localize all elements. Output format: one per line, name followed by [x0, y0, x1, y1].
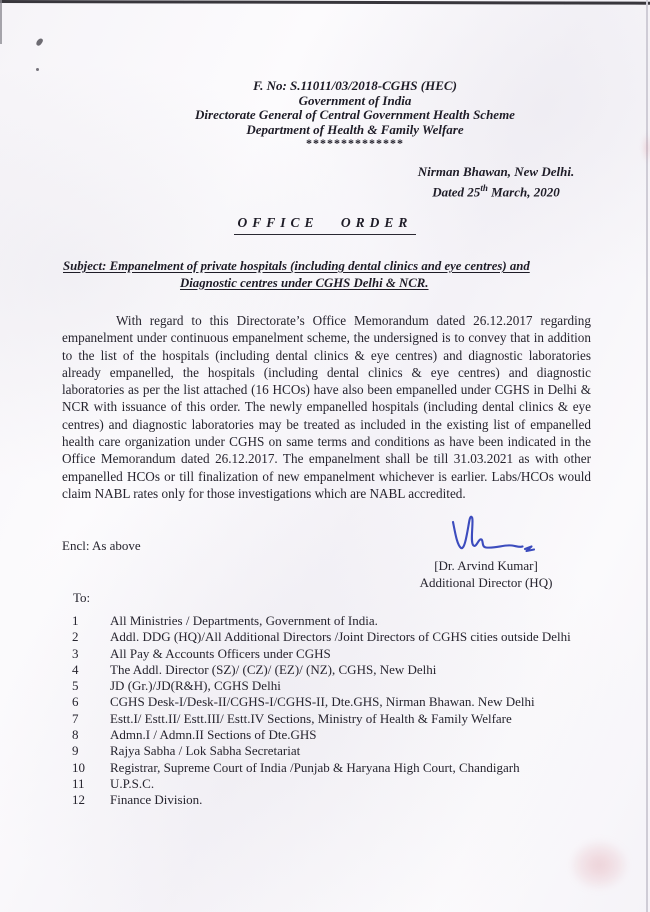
- recipient-text: Finance Division.: [110, 792, 203, 808]
- org-department: Department of Health & Family Welfare: [246, 121, 464, 137]
- pen-mark: [35, 37, 44, 46]
- place-line: Nirman Bhawan, New Delhi.: [417, 164, 575, 179]
- signatory-designation: Additional Director (HQ): [419, 574, 553, 590]
- subject-block: [63, 258, 603, 291]
- recipients-list: [72, 613, 612, 809]
- recipient-row: [72, 629, 612, 645]
- recipient-row: [72, 711, 612, 727]
- enclosure-note: Encl: As above: [62, 538, 141, 553]
- recipient-number: 10: [72, 759, 85, 775]
- signatory-name: [Dr. Arvind Kumar]: [434, 558, 538, 573]
- recipient-text: All Ministries / Departments, Government of India.: [110, 613, 378, 628]
- recipient-number: 12: [72, 792, 85, 808]
- recipient-row: [72, 743, 612, 759]
- recipient-row: [72, 792, 612, 808]
- recipient-text: All Pay & Accounts Officers under CGHS: [110, 645, 331, 661]
- recipient-row: [72, 727, 612, 743]
- file-number: F. No: S.11011/03/2018-CGHS (HEC): [253, 78, 457, 93]
- recipient-row: [72, 760, 612, 776]
- stamp-bleed-smudge: [560, 832, 638, 898]
- recipient-row: [72, 776, 612, 792]
- recipient-text: Admn.I / Admn.II Sections of Dte.GHS: [110, 727, 317, 743]
- date-line: Dated 25th March, 2020: [432, 183, 560, 200]
- body-paragraph: With regard to this Directorate’s Office Memorandum dated 26.12.2017 regarding empanelment under continuous empanelment scheme, the undersigned is to convey that in addition to the list of the hospitals (including dental clinics & eye centres) and diagnostic laboratories already empanelled, the hospitals (including dental clinics & eye centres) and diagnostic laboratories as per the list attached (16 HCOs) have also been empanelled under CGHS in Delhi & NCR with issuance of this order. The newly empanelled hospitals (including dental clinics & eye centres) and diagnostic laboratories may be treated as included in the existing list of empanelled health care organization under CGHS on same terms and conditions as have been indicated in the Office Memorandum dated 26.12.2017. The empanelment shall be till 31.03.2021 as with other empanelled HCOs or till finalization of new empanelment whichever is earlier. Labs/HCOs would claim NABL rates only for those investigations which are NABL accredited.: [62, 313, 591, 501]
- signatory-block: [398, 558, 574, 591]
- recipient-number: 9: [72, 743, 79, 759]
- place-date-block: [390, 164, 602, 200]
- recipient-text: Rajya Sabha / Lok Sabha Secretariat: [110, 743, 301, 759]
- recipient-number: 6: [72, 694, 79, 710]
- recipient-row: [72, 646, 612, 662]
- recipient-row: [72, 662, 612, 678]
- subject-line-1: Subject: Empanelment of private hospitals (including dental clinics and eye centres) and: [63, 259, 530, 273]
- recipient-number: 4: [72, 661, 79, 677]
- scan-edge-top: [0, 0, 650, 5]
- recipient-text: JD (Gr.)/JD(R&H), CGHS Delhi: [110, 678, 281, 694]
- recipient-text: The Addl. Director (SZ)/ (CZ)/ (EZ)/ (NZ), CGHS, New Delhi: [110, 661, 437, 677]
- recipient-row: [72, 613, 612, 629]
- recipient-text: Addl. DDG (HQ)/All Additional Directors /Joint Directors of CGHS cities outside Delhi: [110, 629, 571, 645]
- recipient-text: CGHS Desk-I/Desk-II/CGHS-I/CGHS-II, Dte.GHS, Nirman Bhawan. New Delhi: [110, 694, 535, 710]
- recipient-number: 3: [72, 645, 79, 661]
- order-title-wrap: [0, 214, 650, 235]
- to-label: To:: [73, 590, 91, 605]
- separator-stars: **************: [306, 136, 404, 151]
- org-government-of-india: Government of India: [298, 92, 412, 108]
- date-ordinal: th: [480, 183, 488, 193]
- recipient-number: 2: [72, 629, 79, 645]
- recipient-number: 11: [72, 775, 85, 791]
- pen-dot: [36, 68, 39, 71]
- recipient-number: 1: [72, 613, 79, 628]
- org-directorate: Directorate General of Central Government Health Scheme: [195, 107, 515, 123]
- recipient-text: Estt.I/ Estt.II/ Estt.III/ Estt.IV Sections, Ministry of Health & Family Welfare: [110, 710, 512, 726]
- recipient-row: [72, 678, 612, 694]
- recipient-text: U.P.S.C.: [110, 775, 155, 791]
- letterhead: [60, 79, 650, 150]
- subject-line-2: Diagnostic centres under CGHS Delhi & NCR.: [180, 275, 429, 290]
- office-order-heading: OFFICE ORDER: [234, 215, 417, 235]
- recipient-number: 5: [72, 678, 79, 694]
- scan-edge-left: [0, 0, 2, 44]
- recipient-number: 8: [72, 727, 79, 743]
- recipient-row: [72, 694, 612, 710]
- signature-ink: [446, 512, 546, 564]
- recipient-number: 7: [72, 710, 79, 726]
- recipient-text: Registrar, Supreme Court of India /Punjab & Haryana High Court, Chandigarh: [110, 759, 520, 775]
